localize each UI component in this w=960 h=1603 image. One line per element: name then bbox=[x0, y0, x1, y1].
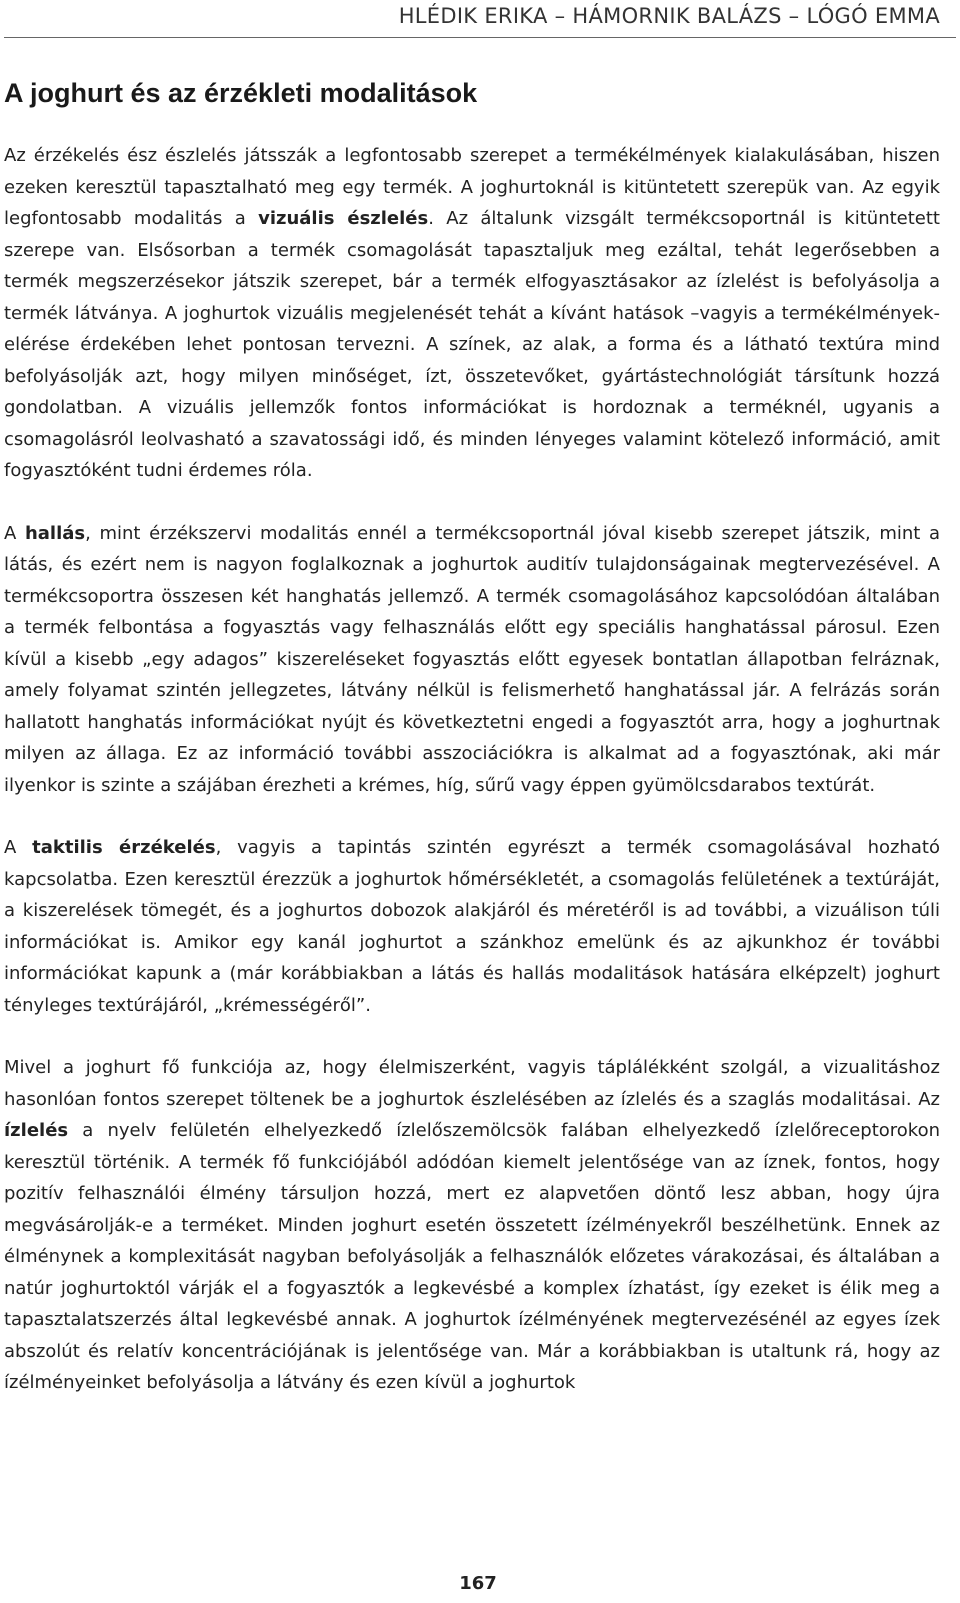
emphasis-taste: ízlelés bbox=[4, 1120, 69, 1141]
paragraph-visual bbox=[4, 140, 940, 487]
paragraph-tactile bbox=[4, 832, 940, 1021]
text-run: A bbox=[4, 837, 33, 858]
text-run: A bbox=[4, 522, 25, 544]
section-title: A joghurt és az érzékleti modalitások bbox=[4, 78, 478, 108]
page-number: 167 bbox=[459, 1573, 497, 1594]
paragraph-hearing bbox=[4, 518, 940, 802]
text-run: . Az általunk vizsgált termékcsoportnál is kitüntetett szerepe van. Elsősorban a termék csomagolását tapasztaljuk meg ezáltal, tehát legerősebben a termék megszerzésekor játszik szerepet, bár a termék elfogyasztásakor az ízlelést is befolyásolja a termék látványa. A joghurtok vizuális megjelenését tehát a kívánt hatások –vagyis a termékélmények- elérése érdekében lehet pontosan tervezni. A színek, az alak, a forma és a látható textúra mind befolyásolják azt, hogy milyen minőséget, ízt, összetevőket, gyártástechnológiát társítunk hozzá gondolatban. A vizuális jellemzők fontos információkat is hordoznak a terméknél, ugyanis a csomagolásról leolvasható a szavatossági idő, és minden lényeges valamint kötelező információ, amit fogyasztóként tudni érdemes róla. bbox=[4, 208, 940, 481]
text-run: , vagyis a tapintás szintén egyrészt a termék csomagolásával hozható kapcsolatba. Ezen keresztül érezzük a joghurtok hőmérsékletét, a csomagolás felületének a textúráját, a kiszerelések tömegét, és a joghurtos dobozok alakjáról és méretéről is ad további, a vizuálison túli információkat is. Amikor egy kanál joghurtot a szánkhoz emelünk és az ajkunkhoz ér további információkat kapunk a (már korábbiakban a látás és hallás modalitások hatására elképzelt) joghurt tényleges textúrájáról, „krémességéről”. bbox=[4, 837, 940, 1016]
emphasis-tactile: taktilis érzékelés bbox=[32, 837, 216, 858]
text-run: , mint érzékszervi modalitás ennél a termékcsoportnál jóval kisebb szerepet játszik, mint a látás, és ezért nem is nagyon foglalkoznak a joghurtok auditív tulajdonságainak megtervezésével. A termékcsoportra összesen két hanghatás jellemző. A termék csomagolásához kapcsolódóan általában a termék felbontása a fogyasztás vagy felhasználás előtt egy speciális hanghatással párosul. Ezen kívül a kisebb „egy adagos” kiszereléseket fogyasztás előtt egyesek bontatlan állapotban felráznak, amely folyamat szintén jellegzetes, látvány nélkül is felismerhető hanghatással jár. A felrázás során hallatott hanghatás információkat nyújt és következtetni engedi a fogyasztót arra, hogy a joghurtnak milyen az állaga. Ez az információ további asszociációkra is alkalmat ad a fogyasztónak, aki már ilyenkor is szinte a szájában érezheti a krémes, híg, sűrű vagy éppen gyümölcsdarabos textúrát. bbox=[4, 522, 940, 796]
header-rule bbox=[4, 37, 956, 38]
emphasis-hearing: hallás bbox=[24, 522, 86, 544]
paragraph-taste bbox=[4, 1052, 940, 1399]
body-text bbox=[4, 140, 940, 1430]
text-run: Mivel a joghurt fő funkciója az, hogy élelmiszerként, vagyis táplálékként szolgál, a vizualitáshoz hasonlóan fontos szerepet töltenek be a joghurtok észlelésében az ízlelés és a szaglás modalitásai. Az bbox=[4, 1057, 940, 1110]
emphasis-visual-perception: vizuális észlelés bbox=[258, 208, 429, 229]
text-run: Az érzékelés ész észlelés játsszák a legfontosabb szerepet a termékélmények kialakulásában, hiszen ezeken keresztül tapasztalható meg egy termék. A joghurtoknál is kitüntetett szerepük van. Az egyik legfontosabb modalitás a bbox=[4, 145, 940, 229]
running-head: HLÉDIK ERIKA – HÁMORNIK BALÁZS – LÓGÓ EMMA bbox=[398, 4, 940, 28]
text-run: a nyelv felületén elhelyezkedő ízlelőszemölcsök falában elhelyezkedő ízlelőreceptorokon keresztül történik. A termék fő funkciójából adódóan kiemelt jelentősége van az íznek, fontos, hogy pozitív felhasználói élmény társuljon hozzá, mert ez alapvetően döntő lesz abban, hogy újra megvásárolják-e a terméket. Minden joghurt esetén összetett ízélményekről beszélhetünk. Ennek az élménynek a komplexitását nagyban befolyásolják a felhasználók előzetes várakozásai, és általában a natúr joghurtoktól várják el a fogyasztók a legkevésbé a komplex ízhatást, így ezeket is élik meg a tapasztalatszerzés által legkevésbé annak. A joghurtok ízélményének megtervezésénél az egyes ízek abszolút és relatív koncentrációjának is jelentősége van. Már a korábbiakban is utaltunk rá, hogy az ízélményeinket befolyásolja a látvány és ezen kívül a joghurtok bbox=[4, 1120, 940, 1393]
